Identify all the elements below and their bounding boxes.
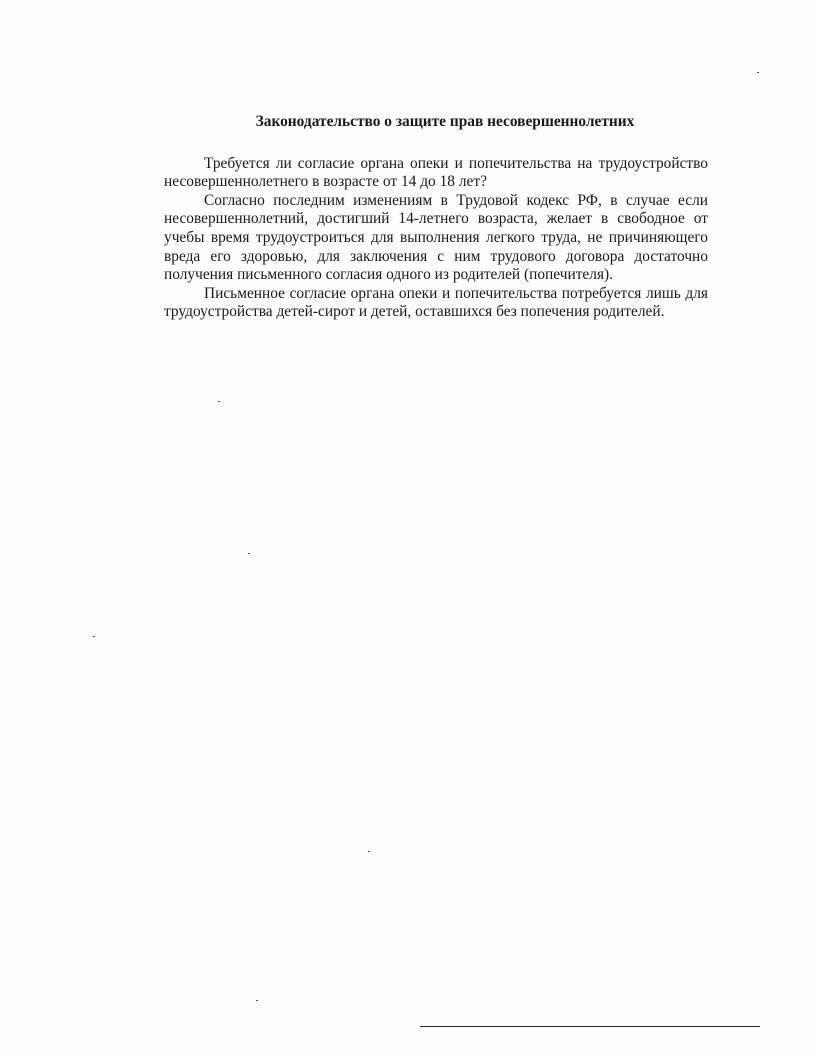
scan-edge-line	[420, 1026, 760, 1027]
paragraph-question: Требуется ли согласие органа опеки и попечительства на трудоустройство несовершеннолетнего в возрасте от 14 до 18 лет?	[164, 154, 708, 191]
paragraph-answer: Согласно последним изменениям в Трудовой кодекс РФ, в случае если несовершеннолетний, достигший 14-летнего возраста, желает в свободное от учебы время трудоустроиться для выполнения легкого труда, не причиняющего вреда его здоровью, для заключения с ним трудового договора достаточно получения письменного согласия одного из родителей (попечителя).	[164, 191, 708, 284]
document-title: Законодательство о защите прав несовершеннолетних	[255, 113, 635, 130]
scan-speck	[93, 636, 95, 637]
scan-speck	[368, 851, 370, 852]
scan-speck	[248, 553, 250, 554]
paragraph-exception: Письменное согласие органа опеки и попечительства потребуется лишь для трудоустройства детей-сирот и детей, оставшихся без попечения родителей.	[164, 284, 708, 321]
scan-speck	[218, 401, 220, 402]
scan-speck	[757, 72, 759, 73]
document-body	[164, 113, 708, 322]
scan-speck	[256, 1000, 258, 1001]
